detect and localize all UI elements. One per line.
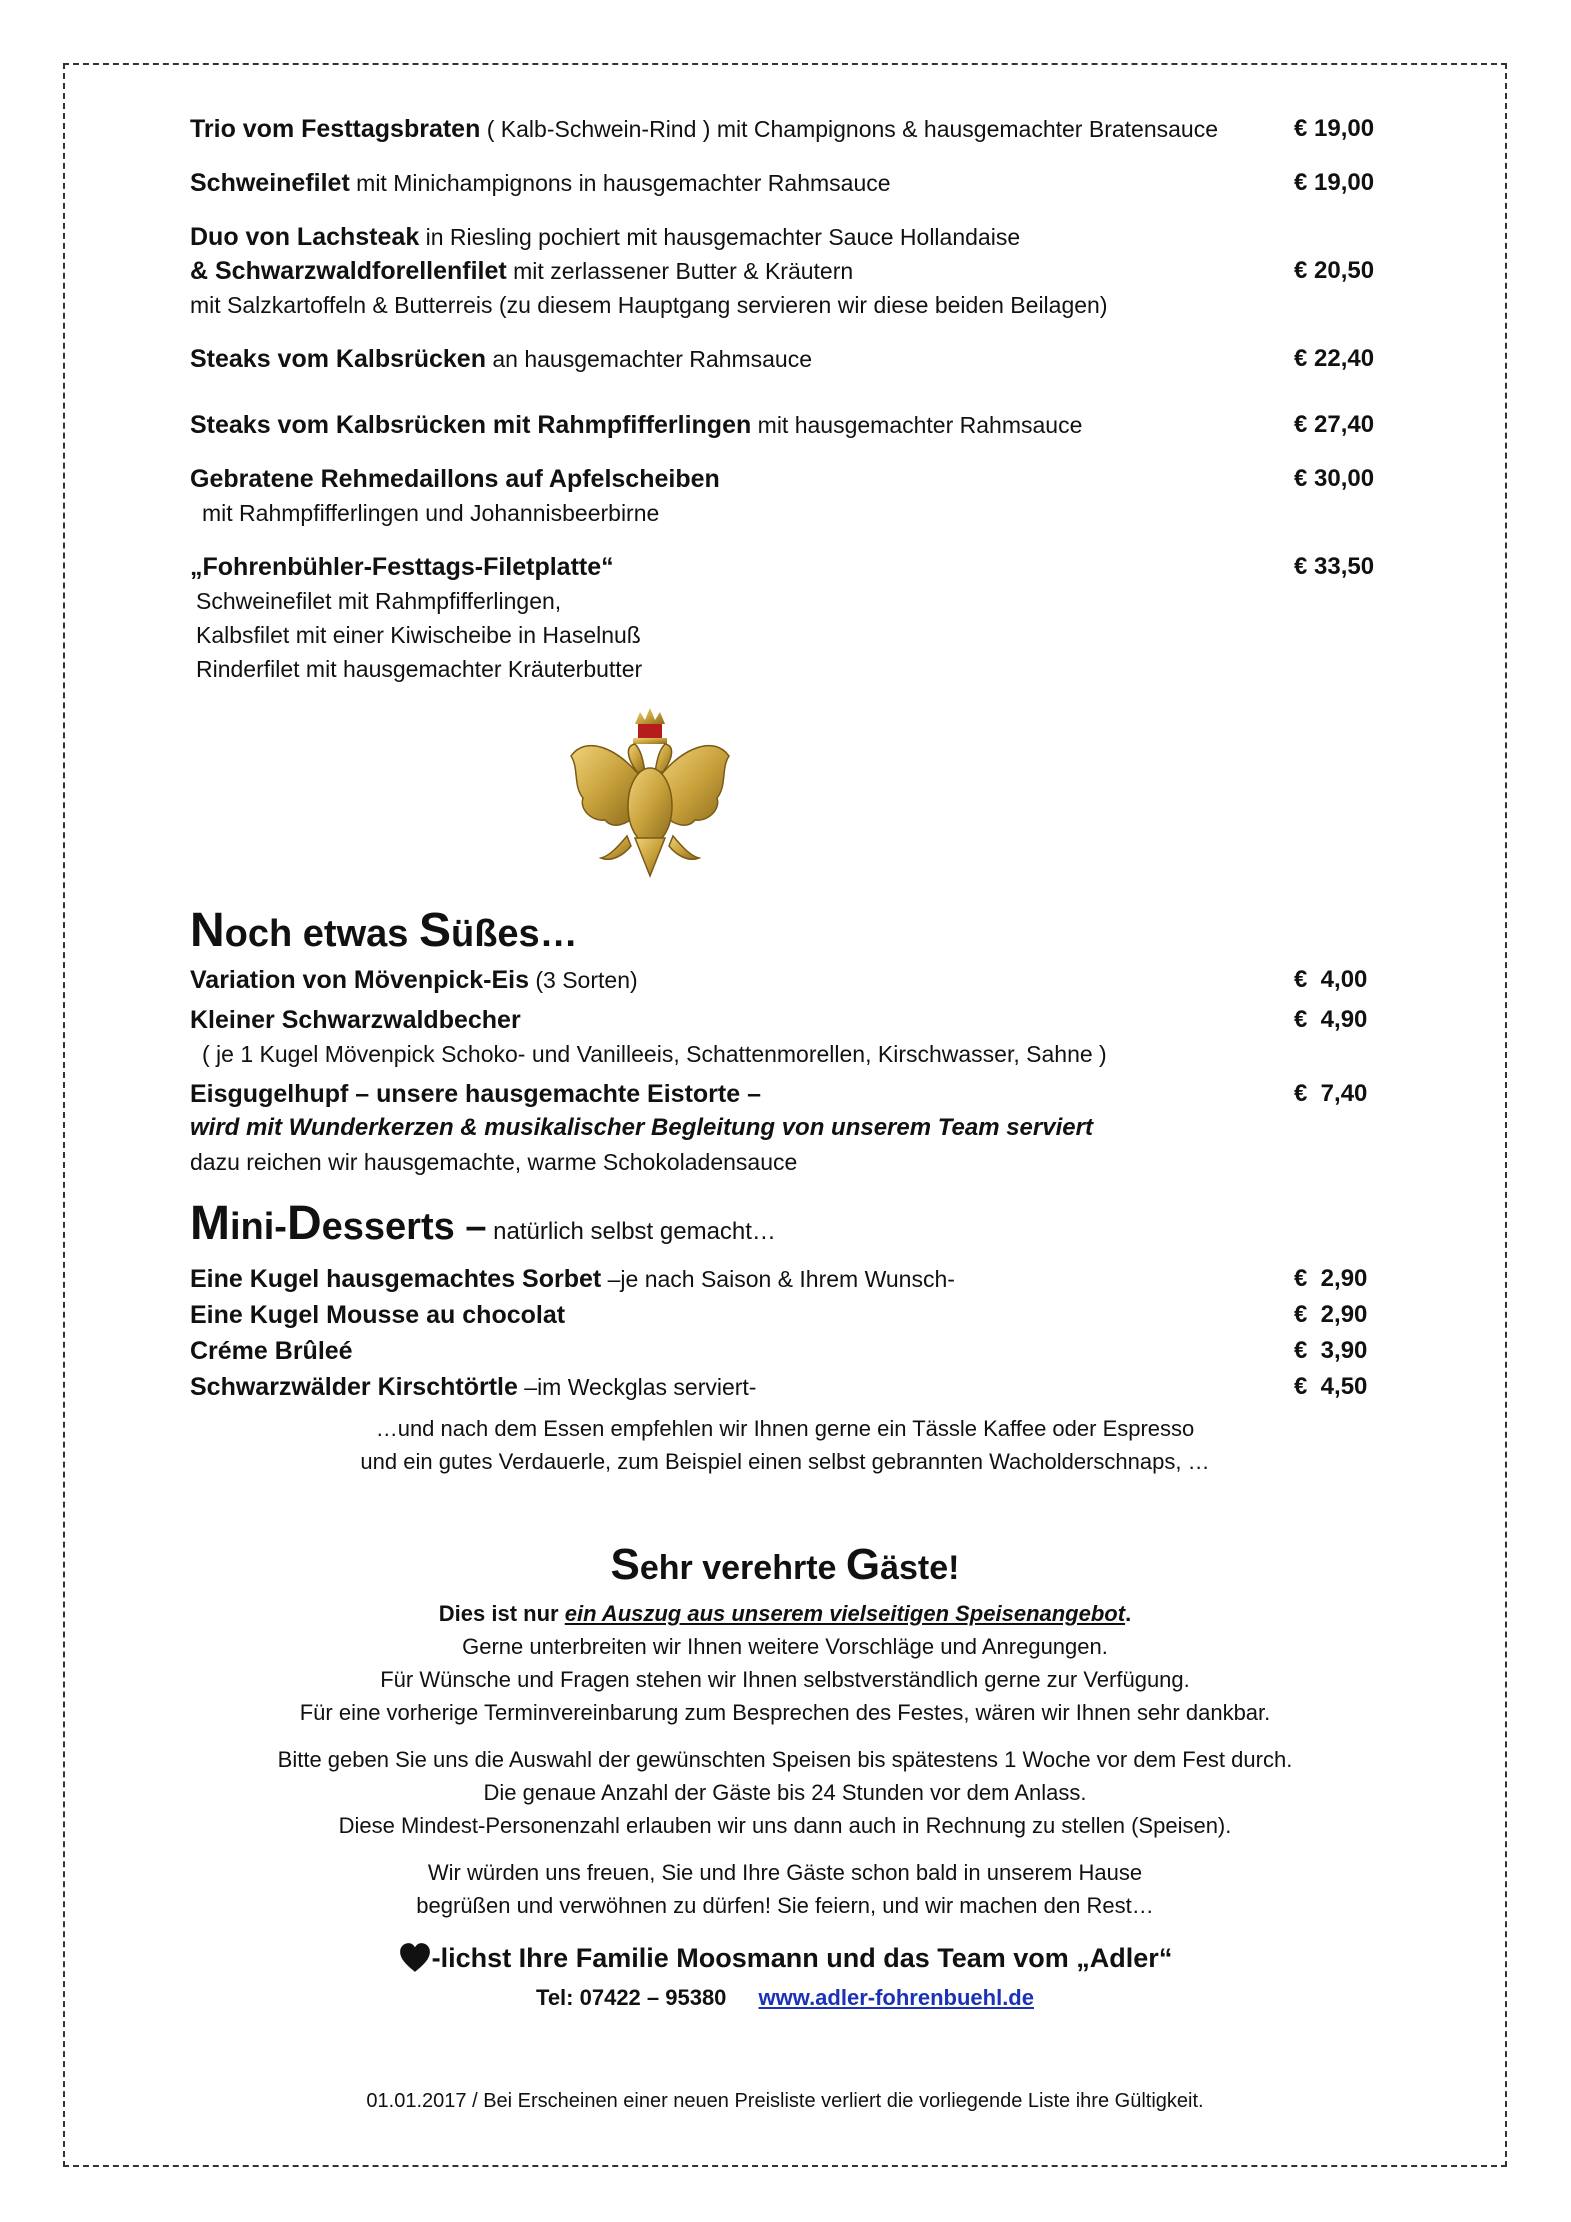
phone-number: Tel: 07422 – 95380 — [536, 1985, 727, 2010]
note-line: …und nach dem Essen empfehlen wir Ihnen gerne ein Tässle Kaffee oder Espresso — [375, 1416, 1195, 1441]
closing-line: Die genaue Anzahl der Gäste bis 24 Stunden vor dem Anlass. — [483, 1780, 1087, 1805]
item-price: € 22,40 — [1294, 345, 1375, 372]
closing-line: Bitte geben Sie uns die Auswahl der gewünschten Speisen bis spätestens 1 Woche vor dem Fest durch. — [277, 1747, 1293, 1772]
heart-icon — [398, 1941, 432, 1975]
website-link[interactable]: www.adler-fohrenbuehl.de — [758, 1985, 1034, 2010]
item-price: € 19,00 — [1294, 115, 1375, 142]
closing-line: Für eine vorherige Terminvereinbarung zum Besprechen des Festes, wären wir Ihnen sehr dankbar. — [299, 1700, 1271, 1725]
item-detail: mit hausgemachter Rahmsauce — [751, 412, 1083, 438]
item-price: € 4,90 — [1294, 1006, 1368, 1033]
section-title: Mini-Desserts – natürlich selbst gemacht… — [190, 1197, 776, 1250]
item-price: € 33,50 — [1294, 553, 1375, 580]
greeting-title: Sehr verehrte Gäste! — [610, 1540, 960, 1589]
main-courses — [190, 112, 1390, 686]
menu-item — [190, 1003, 1390, 1071]
item-name: Schweinefilet — [190, 169, 350, 197]
item-sub: ( je 1 Kugel Mövenpick Schoko- und Vanilleeis, Schattenmorellen, Kirschwasser, Sahne ) — [202, 1041, 1107, 1067]
item-name: Schwarzwälder Kirschtörtle — [190, 1373, 518, 1401]
item-detail: ( Kalb-Schwein-Rind ) mit Champignons & hausgemachter Bratensauce — [480, 116, 1218, 142]
menu-item — [190, 112, 1390, 146]
footer-note: 01.01.2017 / Bei Erscheinen einer neuen Preisliste verliert die vorliegende Liste ihre Gültigkeit. — [366, 2090, 1204, 2112]
item-detail: –im Weckglas serviert- — [517, 1374, 757, 1400]
closing-line: Wir würden uns freuen, Sie und Ihre Gäste schon bald in unserem Hause — [427, 1860, 1143, 1885]
eagle-emblem — [190, 706, 1390, 896]
item-name: Créme Brûleé — [190, 1337, 353, 1365]
item-extra: mit Salzkartoffeln & Butterreis (zu diesem Hauptgang servieren wir diese beiden Beilagen) — [190, 292, 1108, 318]
menu-item — [190, 220, 1390, 322]
item-detail: an hausgemachter Rahmsauce — [485, 346, 813, 372]
item-name: Trio vom Festtagsbraten — [190, 115, 481, 143]
item-sub: mit Rahmpfifferlingen und Johannisbeerbirne — [202, 500, 660, 526]
sweets-section — [190, 906, 1390, 1179]
item-price: € 2,90 — [1294, 1301, 1368, 1328]
contact-line — [63, 1980, 1507, 2016]
item-name: Eisgugelhupf – unsere hausgemachte Eistorte – — [190, 1080, 761, 1108]
menu-item — [190, 1297, 1390, 1333]
item-line: Schweinefilet mit Rahmpfifferlingen, — [196, 588, 562, 614]
menu-item — [190, 1333, 1390, 1369]
item-line: Rinderfilet mit hausgemachter Kräuterbutter — [196, 656, 643, 682]
signature — [63, 1936, 1507, 1980]
menu-item — [190, 1369, 1390, 1405]
menu-content — [190, 112, 1390, 1405]
mini-desserts-section — [190, 1199, 1390, 1405]
section-title: Noch etwas Süßes… — [190, 904, 578, 957]
menu-item — [190, 1261, 1390, 1297]
item-detail: –je nach Saison & Ihrem Wunsch- — [601, 1266, 955, 1292]
item-name-2: & Schwarzwaldforellenfilet — [190, 257, 507, 285]
item-price: € 30,00 — [1294, 465, 1375, 492]
item-name: Kleiner Schwarzwaldbecher — [190, 1006, 521, 1034]
item-detail: in Riesling pochiert mit hausgemachter Sauce Hollandaise — [419, 224, 1021, 250]
item-price: € 19,00 — [1294, 169, 1375, 196]
item-name: „Fohrenbühler-Festtags-Filetplatte“ — [190, 553, 614, 581]
menu-item — [190, 963, 1390, 997]
item-price: € 2,90 — [1294, 1265, 1368, 1292]
item-line: Kalbsfilet mit einer Kiwischeibe in Haselnuß — [196, 622, 641, 648]
item-name: Steaks vom Kalbsrücken — [190, 345, 486, 373]
item-price: € 4,50 — [1294, 1373, 1368, 1400]
item-name: Eine Kugel Mousse au chocolat — [190, 1301, 566, 1329]
item-price: € 7,40 — [1294, 1080, 1368, 1107]
menu-item — [190, 462, 1390, 530]
double-headed-eagle-icon — [565, 706, 735, 896]
item-detail-2: mit zerlassener Butter & Kräutern — [506, 258, 854, 284]
closing-section — [63, 1540, 1507, 2016]
item-price: € 27,40 — [1294, 411, 1375, 438]
menu-item — [190, 1077, 1390, 1179]
menu-item — [190, 408, 1390, 442]
menu-item — [190, 550, 1390, 686]
item-name: Eine Kugel hausgemachtes Sorbet — [190, 1265, 602, 1293]
note-line: und ein gutes Verdauerle, zum Beispiel einen selbst gebrannten Wacholderschnaps, … — [360, 1449, 1210, 1474]
closing-line: Diese Mindest-Personenzahl erlauben wir uns dann auch in Rechnung zu stellen (Speisen). — [338, 1813, 1232, 1838]
item-name: Steaks vom Kalbsrücken mit Rahmpfifferlingen — [190, 411, 752, 439]
item-price: € 3,90 — [1294, 1337, 1368, 1364]
item-price: € 20,50 — [1294, 257, 1375, 284]
menu-item — [190, 342, 1390, 376]
item-name: Gebratene Rehmedaillons auf Apfelscheiben — [190, 465, 720, 493]
closing-line: Für Wünsche und Fragen stehen wir Ihnen selbstverständlich gerne zur Verfügung. — [380, 1667, 1190, 1692]
intro-line: Dies ist nur ein Auszug aus unserem vielseitigen Speisenangebot. — [438, 1601, 1132, 1626]
item-name: Variation von Mövenpick-Eis — [190, 966, 529, 994]
item-sub: dazu reichen wir hausgemachte, warme Schokoladensauce — [190, 1149, 798, 1175]
item-detail: (3 Sorten) — [528, 967, 638, 993]
signature-text: -lichst Ihre Familie Moosmann und das Team vom „Adler“ — [431, 1943, 1173, 1973]
item-name: Duo von Lachsteak — [190, 223, 420, 251]
menu-item — [190, 166, 1390, 200]
item-price: € 4,00 — [1294, 966, 1368, 993]
item-detail: mit Minichampignons in hausgemachter Rahmsauce — [349, 170, 891, 196]
closing-line: Gerne unterbreiten wir Ihnen weitere Vorschläge und Anregungen. — [462, 1634, 1108, 1659]
closing-line: begrüßen und verwöhnen zu dürfen! Sie feiern, und wir machen den Rest… — [416, 1893, 1154, 1918]
after-meal-note — [63, 1412, 1507, 1478]
item-italic: wird mit Wunderkerzen & musikalischer Begleitung von unserem Team serviert — [190, 1114, 1093, 1141]
